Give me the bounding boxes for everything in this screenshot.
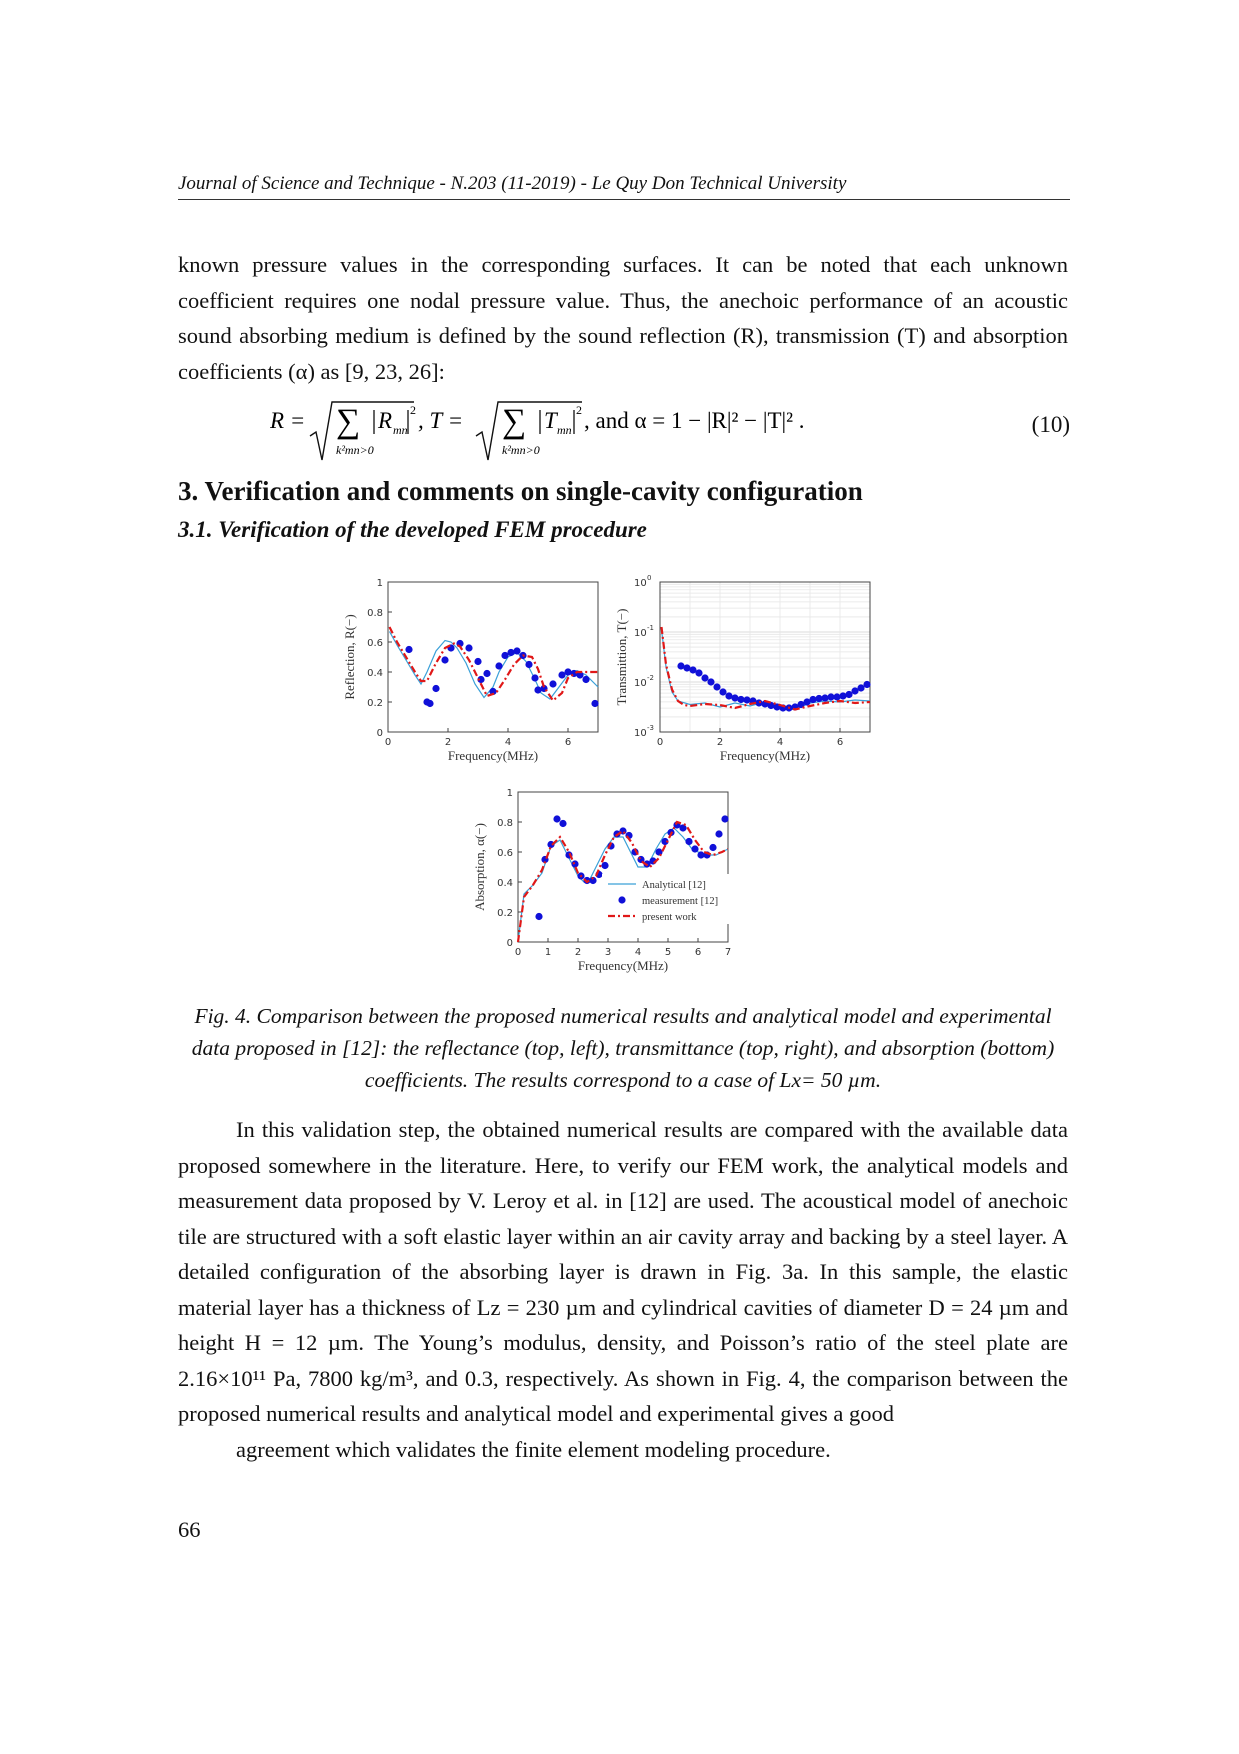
chart1-measurement-point <box>564 668 571 675</box>
section-3-heading: 3. Verification and comments on single-cavity configuration <box>178 476 863 506</box>
chart2-xtick-label: 0 <box>656 737 664 748</box>
chart3-xtick-label: 1 <box>544 947 552 958</box>
chart1-ytick-label: 1 <box>376 578 383 589</box>
eq-cond-1: k²mn>0 <box>336 443 374 457</box>
chart2-measurement-point <box>839 692 846 699</box>
chart2-measurement-point <box>701 674 708 681</box>
figure-caption: Fig. 4. Comparison between the proposed numerical results and analytical model and experimental data proposed in [12]: the reflectance (top, left), transmittance (top, right), and absorption (bottom) coefficients. The results correspond to a case of Lx= 50 µm. <box>191 1004 1055 1092</box>
chart2-ylabel: Transmittion, T(−) <box>614 608 629 706</box>
chart1-measurement-point <box>432 685 439 692</box>
chart2-ytick-exponent: -1 <box>647 624 654 632</box>
chart2-measurement-point <box>695 669 702 676</box>
chart3-xtick-label: 7 <box>724 947 732 958</box>
chart2-measurement-point <box>833 693 840 700</box>
chart1-measurement-point <box>495 662 502 669</box>
chart3-xtick-label: 6 <box>694 947 702 958</box>
chart1-xlabel: Frequency(MHz) <box>447 748 539 763</box>
eq-rmn: R <box>378 408 393 433</box>
eq-sq-2: 2 <box>576 403 582 417</box>
chart2-measurement-point <box>731 694 738 701</box>
chart2-measurement-point <box>857 684 864 691</box>
chart2-measurement-point <box>719 688 726 695</box>
chart1-measurement-point <box>465 644 472 651</box>
paragraph-1: known pressure values in the corresponding surfaces. It can be noted that each unknown coefficient requires one nodal pressure value. Thus, the anechoic performance of an acoustic sound absorbing medium is defined by the sound reflection (R), transmission (T) and absorption coefficients (α) as [9, 23, 26]: <box>178 252 1068 384</box>
chart3-legend-measurement: measurement [12] <box>642 896 719 907</box>
eq-sum-2: ∑ <box>502 403 527 440</box>
chart3-measurement-point <box>571 860 578 867</box>
chart2-measurement-point <box>755 699 762 706</box>
chart3-measurement-point <box>715 830 722 837</box>
chart1-measurement-point <box>507 649 514 656</box>
chart3-ylabel: Absorption, α(−) <box>472 823 487 911</box>
equation-number: (10) <box>1031 412 1070 437</box>
chart1-measurement-point <box>534 686 541 693</box>
figure-4 <box>330 570 890 990</box>
chart1-frame <box>388 582 598 732</box>
chart3-xlabel: Frequency(MHz) <box>577 958 669 973</box>
chart1-ytick-label: 0.8 <box>367 608 383 619</box>
chart3-measurement-point <box>685 838 692 845</box>
chart2-measurement-point <box>845 691 852 698</box>
chart3-xtick-label: 3 <box>604 947 612 958</box>
chart1-measurement-point <box>474 658 481 665</box>
chart3-ytick-label: 0.4 <box>497 878 513 889</box>
chart2-xtick-label: 4 <box>776 737 784 748</box>
eq-tmn: T <box>544 408 557 433</box>
chart3-ytick-label: 1 <box>506 788 513 799</box>
chart2-ytick-label: 10 <box>634 578 647 589</box>
equation-graphic <box>270 398 990 470</box>
chart1-ytick-label: 0 <box>376 728 383 739</box>
chart1-measurement-point <box>441 656 448 663</box>
chart1-measurement-point <box>531 674 538 681</box>
eq-alpha: , and α = 1 − |R|² − |T|² . <box>584 408 805 433</box>
chart3-measurement-point <box>721 815 728 822</box>
chart2-xlabel: Frequency(MHz) <box>719 748 811 763</box>
paragraph-2 <box>178 1112 1068 1467</box>
page-number: 66 <box>178 1517 201 1542</box>
chart3-xtick-label: 2 <box>574 947 582 958</box>
eq-cond-2: k²mn>0 <box>502 443 540 457</box>
chart1-ytick-label: 0.2 <box>367 698 383 709</box>
chart3-ytick-label: 0 <box>506 938 513 949</box>
section-3-1-heading: 3.1. Verification of the developed FEM procedure <box>178 517 647 542</box>
chart2-measurement-point <box>821 694 828 701</box>
chart3-legend-present: present work <box>642 912 697 923</box>
chart3-xtick-label: 5 <box>664 947 672 958</box>
eq-sum-1: ∑ <box>336 403 361 440</box>
chart1-measurement-point <box>525 661 532 668</box>
chart1-xtick-label: 2 <box>444 737 452 748</box>
eq-t-label: , T = <box>418 408 464 433</box>
chart1-measurement-point <box>549 680 556 687</box>
running-header: Journal of Science and Technique - N.203 (11-2019) - Le Quy Don Technical University <box>178 172 1070 200</box>
chart2-measurement-point <box>713 683 720 690</box>
chart2-measurement-point <box>707 678 714 685</box>
eq-rmn-sub: mn <box>393 423 408 437</box>
chart3-measurement-point <box>601 862 608 869</box>
chart3-measurement-point <box>691 845 698 852</box>
equation-10 <box>270 398 1070 470</box>
chart2-ytick-label: 10 <box>634 728 647 739</box>
paragraph-2-last-line: agreement which validates the finite element modeling procedure. <box>236 1436 831 1462</box>
chart1-measurement-point <box>591 700 598 707</box>
paragraph-2-body: In this validation step, the obtained numerical results are compared with the available data proposed somewhere in the literature. Here, to verify our FEM work, the analytical models and measurement data proposed by V. Leroy et al. in [12] are used. The acoustical model of anechoic tile are structured with a soft elastic layer within an air cavity array and backing by a steel layer. A detailed configuration of the absorbing layer is drawn in Fig. 3a. In this sample, the elastic material layer has a thickness of Lz = 230 µm and cylindrical cavities of diameter D = 24 µm and height H = 12 µm. The Young’s modulus, density, and Poisson’s ratio of the steel plate are 2.16×10¹¹ Pa, 7800 kg/m³, and 0.3, respectively. As shown in Fig. 4, the comparison between the proposed numerical results and analytical model and experimental gives a good <box>178 1117 1068 1426</box>
chart2-ytick-label: 10 <box>634 628 647 639</box>
chart1-ytick-label: 0.6 <box>367 638 383 649</box>
chart3-measurement-point <box>679 824 686 831</box>
chart1-measurement-point <box>483 670 490 677</box>
chart1-xtick-label: 4 <box>504 737 512 748</box>
chart2-ytick-exponent: -2 <box>647 674 654 682</box>
chart3-xtick-label: 4 <box>634 947 642 958</box>
chart1-measurement-point <box>426 700 433 707</box>
chart2-ytick-exponent: 0 <box>647 574 652 582</box>
chart1-measurement-point <box>405 646 412 653</box>
eq-r-label: R = <box>270 408 306 433</box>
chart3-measurement-point <box>709 844 716 851</box>
chart1-ylabel: Reflection, R(−) <box>342 614 357 700</box>
chart1-ytick-label: 0.4 <box>367 668 383 679</box>
chart1-xtick-label: 6 <box>564 737 572 748</box>
chart2-measurement-point <box>809 696 816 703</box>
chart2-ytick-label: 10 <box>634 678 647 689</box>
chart2-xtick-label: 6 <box>836 737 844 748</box>
chart2-measurement-point <box>863 681 870 688</box>
chart2-ytick-exponent: -3 <box>647 724 654 732</box>
chart2-xtick-label: 2 <box>716 737 724 748</box>
chart1-measurement-point <box>582 676 589 683</box>
chart3-ytick-label: 0.2 <box>497 908 513 919</box>
eq-tmn-sub: mn <box>557 423 572 437</box>
chart1-xtick-label: 0 <box>384 737 392 748</box>
chart3-xtick-label: 0 <box>514 947 522 958</box>
chart3-measurement-point <box>559 820 566 827</box>
chart3-legend-analytical: Analytical [12] <box>642 880 706 891</box>
chart2-measurement-point <box>743 696 750 703</box>
eq-sq-1: 2 <box>410 403 416 417</box>
chart3-measurement-point <box>553 815 560 822</box>
chart3-ytick-label: 0.8 <box>497 818 513 829</box>
chart3-measurement-point <box>535 913 542 920</box>
chart2-frame <box>660 582 870 732</box>
chart3-ytick-label: 0.6 <box>497 848 513 859</box>
chart3-legend-measurement-swatch <box>618 896 625 903</box>
chart1-measurement-point <box>513 647 520 654</box>
